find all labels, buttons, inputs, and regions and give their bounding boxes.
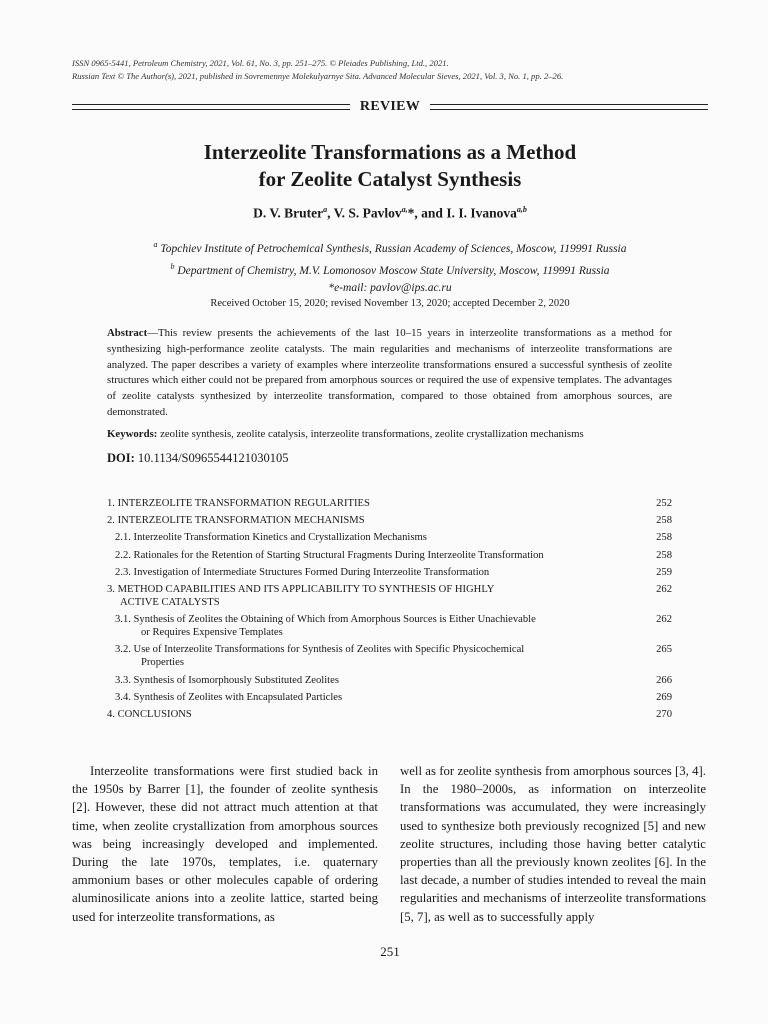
toc-page: 259 xyxy=(656,566,672,578)
toc-page: 258 xyxy=(656,549,672,561)
abstract-label: Abstract xyxy=(107,327,148,339)
section-label: REVIEW xyxy=(359,99,421,114)
toc-title: 1. INTERZEOLITE TRANSFORMATION REGULARITIES xyxy=(107,498,370,509)
journal-header xyxy=(72,57,563,83)
keywords xyxy=(107,428,672,440)
title-line-1: Interzeolite Transformations as a Method xyxy=(203,140,577,164)
affiliations xyxy=(72,236,708,297)
affil-mark-a: a xyxy=(153,240,158,249)
toc-page: 262 xyxy=(656,583,672,595)
toc-page: 258 xyxy=(656,532,672,544)
body-column-left: Interzeolite transformations were first studied back in the 1950s by Barrer [1], the founder of zeolite synthesis [2]. However, these did not attract much attention at that time, when zeolite crystallization from amorphous sources was being increasingly developed and implemented. During the late 1970s, templates, i.e. quaternary ammonium bases or other molecules capable of ordering aluminosilicate anions into a zeolite lattice, started being used for interzeolite transformations, as xyxy=(72,764,378,924)
toc-item[interactable] xyxy=(107,708,672,721)
author-3-affil: a,b xyxy=(516,205,527,214)
toc-title: 2.2. Rationales for the Retention of Starting Structural Fragments During Interzeolite Transformation xyxy=(115,549,544,561)
toc-title-cont: Properties xyxy=(141,657,184,669)
toc-title: 4. CONCLUSIONS xyxy=(107,708,192,720)
toc-item[interactable] xyxy=(107,691,672,704)
toc-page: 252 xyxy=(656,498,672,509)
toc-title: 2.1. Interzeolite Transformation Kinetics and Crystallization Mechanisms xyxy=(115,532,427,544)
body-column-right: well as for zeolite synthesis from amorphous sources [3, 4]. In the 1980–2000s, as information on interzeolite transformations was accumulated, they were increasingly used to synthesize both previously recognized [5] and new zeolite structures, including those having better catalytic properties than all the previously known zeolites [6]. In the last decade, a number of studies intended to reveal the main regularities and mechanisms of interzeolite transformations [5, 7], as well as to successfully apply xyxy=(400,764,706,924)
corresponding-mark: * xyxy=(407,205,415,221)
toc-title-cont: or Requires Expensive Templates xyxy=(141,627,283,639)
page-number: 251 xyxy=(380,944,400,959)
toc-page: 270 xyxy=(656,708,672,720)
received-dates: Received October 15, 2020; revised November 13, 2020; accepted December 2, 2020 xyxy=(210,298,570,309)
author-sep: , and xyxy=(414,205,447,221)
toc-item[interactable] xyxy=(107,583,672,609)
toc-item[interactable] xyxy=(107,514,672,527)
affiliation-a xyxy=(72,236,708,258)
toc-title: 3.3. Synthesis of Isomorphously Substituted Zeolites xyxy=(115,674,339,686)
toc-item[interactable] xyxy=(107,566,672,579)
author-3: I. I. Ivanova xyxy=(446,205,517,221)
rule-right xyxy=(430,104,708,110)
authors xyxy=(72,205,708,222)
doi xyxy=(107,451,672,466)
toc-title: 3. METHOD CAPABILITIES AND ITS APPLICABILITY TO SYNTHESIS OF HIGHLY xyxy=(107,583,495,595)
author-1: D. V. Bruter xyxy=(253,205,324,221)
toc-page: 258 xyxy=(656,515,672,527)
toc-title: 3.2. Use of Interzeolite Transformations for Synthesis of Zeolites with Specific Physicochemical xyxy=(115,644,525,656)
header-line-1: ISSN 0965-5441, Petroleum Chemistry, 2021, Vol. 61, No. 3, pp. 251–275. © Pleiades Publishing, Ltd., 2021. xyxy=(72,58,449,68)
author-2: V. S. Pavlov xyxy=(333,205,402,221)
toc-page: 262 xyxy=(656,614,672,626)
doi-label: DOI: xyxy=(107,451,135,465)
toc-item[interactable] xyxy=(107,674,672,687)
toc-item[interactable] xyxy=(107,549,672,562)
author-1-affil: a xyxy=(323,205,328,214)
doi-link[interactable]: 10.1134/S0965544121030105 xyxy=(134,451,289,465)
toc-title: 3.1. Synthesis of Zeolites the Obtaining of Which from Amorphous Sources is Either Unachievable xyxy=(115,614,536,626)
toc-item[interactable] xyxy=(107,613,672,639)
abstract-text: —This review presents the achievements of the last 10–15 years in interzeolite transformations as a method for synthesizing high-performance zeolite catalysts. The main regularities and mechanisms of interzeolite transformations are analyzed. The paper describes a variety of examples where interzeolite transformations ensured a successful synthesis of zeolite structures which either could not be prepared from amorphous sources or required the use of expensive templates. The advantages of zeolite catalysts synthesized by interzeolite transformation, compared to those obtained from amorphous sources, are demonstrated. xyxy=(107,327,672,418)
affil-mark-b: b xyxy=(170,261,175,271)
affil-text-a: Topchiev Institute of Petrochemical Synthesis, Russian Academy of Sciences, Moscow, 119991 Russia xyxy=(157,242,627,255)
toc-item[interactable] xyxy=(107,497,672,510)
toc-title: 3.4. Synthesis of Zeolites with Encapsulated Particles xyxy=(115,691,343,703)
author-sep: , xyxy=(327,205,334,221)
paper-title xyxy=(72,139,708,193)
title-line-2: for Zeolite Catalyst Synthesis xyxy=(258,167,522,191)
table-of-contents xyxy=(107,497,672,725)
toc-page: 269 xyxy=(656,691,672,703)
abstract xyxy=(107,326,672,421)
keywords-label: Keywords: xyxy=(107,428,158,440)
affiliation-b xyxy=(72,258,708,280)
toc-item[interactable] xyxy=(107,531,672,544)
toc-page: 266 xyxy=(656,674,672,686)
header-line-2: Russian Text © The Author(s), 2021, published in Sovremennye Molekulyarnye Sita. Advanced Molecular Sieves, 2021, Vol. 3, No. 1, pp. 2–26. xyxy=(72,71,564,81)
author-2-affil: a, xyxy=(401,205,408,214)
affil-text-b: Department of Chemistry, M.V. Lomonosov Moscow State University, Moscow, 119991 Russia xyxy=(174,264,610,277)
toc-item[interactable] xyxy=(107,643,672,669)
rule-left xyxy=(72,104,350,110)
section-label-row xyxy=(72,97,708,117)
email[interactable]: *e-mail: pavlov@ips.ac.ru xyxy=(328,281,452,294)
toc-page: 265 xyxy=(656,644,672,656)
toc-title-cont: ACTIVE CATALYSTS xyxy=(120,596,220,608)
toc-title: 2.3. Investigation of Intermediate Structures Formed During Interzeolite Transformation xyxy=(115,566,490,578)
toc-title: 2. INTERZEOLITE TRANSFORMATION MECHANISMS xyxy=(107,515,365,527)
keywords-text: zeolite synthesis, zeolite catalysis, interzeolite transformations, zeolite crystallization mechanisms xyxy=(157,428,584,440)
